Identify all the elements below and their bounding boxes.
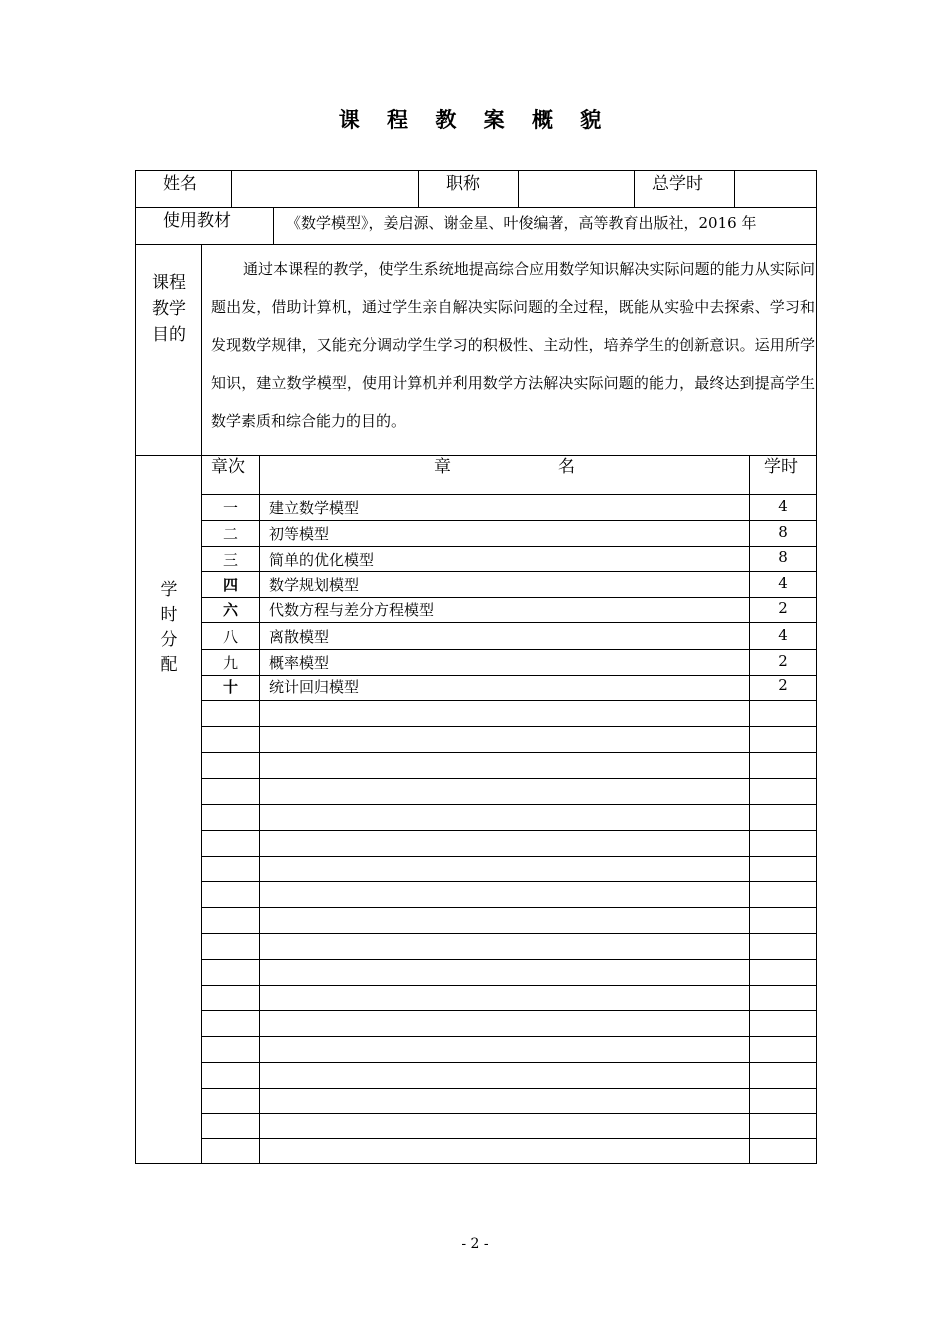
chapter-name: 统计回归模型: [269, 678, 360, 696]
chapter-hours: 8: [778, 548, 788, 566]
schedule-label-char: 学: [160, 580, 178, 600]
purpose-label: [140, 270, 198, 348]
chapter-number: 四: [222, 576, 238, 594]
chapter-hours: 8: [778, 523, 788, 541]
chapter-name: 数学规划模型: [269, 576, 360, 594]
chapter-name-header-b: 名: [558, 457, 575, 477]
table-row-divider: [201, 933, 817, 934]
col-divider: [634, 170, 635, 207]
purpose-label-line: 课程: [152, 273, 186, 293]
chapter-name-header-a: 章: [434, 457, 451, 477]
page-title: 课 程 教 案 概 貌: [338, 108, 612, 132]
table-row-divider: [201, 985, 817, 986]
table-row-divider: [201, 856, 817, 857]
chapter-name: 简单的优化模型: [269, 551, 375, 569]
table-row-divider: [201, 1138, 817, 1139]
table-row-divider: [201, 804, 817, 805]
purpose-text: 通过本课程的教学，使学生系统地提高综合应用数学知识解决实际问题的能力从实际问题出发，借助计算机，通过学生亲自解决实际问题的全过程，既能从实验中去探索、学习和发现数学规律，又能充分调动学生学习的积极性、主动性，培养学生的创新意识。运用所学知识，建立数学模型，使用计算机并利用数学方法解决实际问题的能力，最终达到提高学生数学素质和综合能力的目的。: [211, 260, 815, 430]
name-label: 姓名: [163, 174, 197, 194]
col-divider: [259, 455, 260, 1164]
table-row-divider: [201, 959, 817, 960]
chapter-hours: 2: [778, 652, 788, 670]
page-number: - 2 -: [461, 1236, 489, 1252]
table-row-divider: [201, 726, 817, 727]
chapter-number: 十: [222, 678, 238, 696]
row-divider: [135, 455, 817, 456]
schedule-label: [140, 578, 198, 678]
chapter-number: 三: [222, 551, 238, 569]
chapter-hours: 4: [778, 497, 788, 515]
col-divider: [734, 170, 735, 207]
schedule-label-char: 分: [160, 630, 178, 650]
chapter-name: 概率模型: [269, 654, 330, 672]
table-row-divider: [201, 1088, 817, 1089]
chapter-number: 一: [222, 499, 238, 517]
table-row-divider: [201, 830, 817, 831]
col-divider: [201, 244, 202, 455]
table-row-divider: [201, 752, 817, 753]
col-divider: [273, 207, 274, 244]
table-row-divider: [201, 1010, 817, 1011]
chapter-hours: 2: [778, 676, 788, 694]
total-hours-label: 总学时: [652, 174, 703, 194]
row-divider: [135, 207, 817, 208]
chapter-name: 建立数学模型: [269, 499, 360, 517]
table-row-divider: [201, 881, 817, 882]
purpose-label-line: 目的: [152, 325, 186, 345]
schedule-label-char: 配: [160, 655, 178, 675]
chapter-hours: 4: [778, 626, 788, 644]
row-divider: [135, 244, 817, 245]
chapter-name: 初等模型: [269, 525, 330, 543]
hours-header: 学时: [764, 457, 798, 477]
purpose-label-line: 教学: [152, 299, 186, 319]
chapter-number: 二: [222, 525, 238, 543]
table-row-divider: [201, 494, 817, 495]
col-divider: [418, 170, 419, 207]
table-row-divider: [201, 907, 817, 908]
chapter-number: 八: [222, 628, 238, 646]
textbook-label: 使用教材: [163, 211, 231, 231]
table-row-divider: [201, 1036, 817, 1037]
textbook-value: 《数学模型》，姜启源、谢金星、叶俊编著，高等教育出版社，2016 年: [286, 214, 757, 232]
job-title-label: 职称: [446, 174, 480, 194]
col-divider: [518, 170, 519, 207]
table-row-divider: [201, 1113, 817, 1114]
table-row-divider: [201, 778, 817, 779]
chapter-number: 九: [222, 654, 238, 672]
chapter-number: 六: [222, 601, 238, 619]
col-divider: [231, 170, 232, 207]
table-row-divider: [201, 700, 817, 701]
chapter-hours: 4: [778, 574, 788, 592]
chapter-name: 离散模型: [269, 628, 330, 646]
schedule-label-char: 时: [160, 605, 178, 625]
table-row-divider: [201, 1062, 817, 1063]
chapter-name: 代数方程与差分方程模型: [269, 601, 435, 619]
chapter-header: 章次: [211, 457, 245, 477]
chapter-hours: 2: [778, 599, 788, 617]
